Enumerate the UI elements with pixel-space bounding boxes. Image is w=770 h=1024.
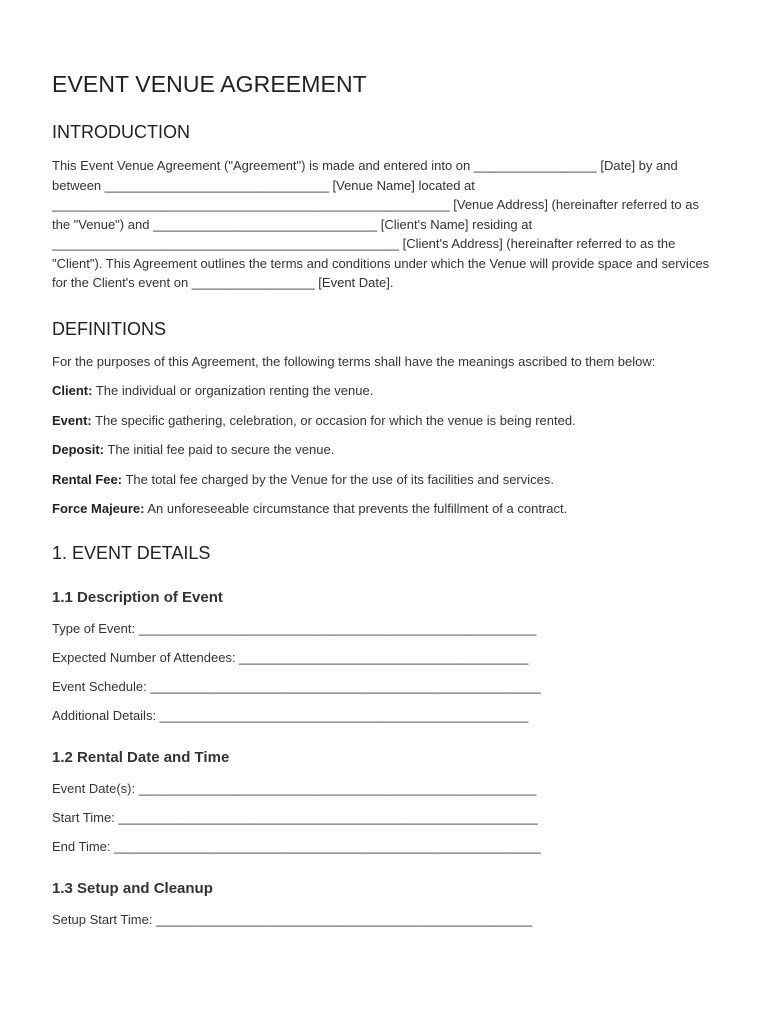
definition-text: The individual or organization renting the venue. bbox=[92, 383, 374, 398]
event-details-heading: 1. EVENT DETAILS bbox=[52, 542, 211, 563]
definitions-heading: DEFINITIONS bbox=[52, 318, 167, 339]
event-dates-field[interactable]: Event Date(s): _______________________________________________________ bbox=[52, 780, 537, 796]
rental-date-time-heading: 1.2 Rental Date and Time bbox=[52, 748, 230, 766]
definition-term: Rental Fee: bbox=[52, 471, 123, 487]
setup-start-time-field[interactable]: Setup Start Time: ____________________________________________________ bbox=[52, 911, 533, 927]
introduction-heading: INTRODUCTION bbox=[52, 122, 190, 142]
definition-term: Client: bbox=[52, 383, 93, 398]
definition-term: Force Majeure: bbox=[52, 501, 145, 516]
definition-text: The total fee charged by the Venue for the use of its facilities and services. bbox=[122, 471, 554, 487]
document-title: EVENT VENUE AGREEMENT bbox=[52, 71, 367, 97]
definition-text: The initial fee paid to secure the venue. bbox=[104, 442, 335, 457]
expected-attendees-field[interactable]: Expected Number of Attendees: ________________________________________ bbox=[52, 649, 529, 665]
definition-term: Event: bbox=[52, 412, 92, 428]
description-of-event-heading: 1.1 Description of Event bbox=[52, 588, 223, 606]
type-of-event-field[interactable]: Type of Event: _______________________________________________________ bbox=[52, 620, 537, 636]
end-time-field[interactable]: End Time: ___________________________________________________________ bbox=[52, 838, 541, 854]
event-schedule-field[interactable]: Event Schedule: ______________________________________________________ bbox=[52, 678, 541, 694]
definition-force-majeure bbox=[52, 499, 718, 519]
definition-term: Deposit: bbox=[52, 442, 104, 457]
setup-cleanup-heading: 1.3 Setup and Cleanup bbox=[52, 879, 213, 897]
definition-deposit bbox=[52, 440, 718, 460]
definition-client bbox=[52, 381, 718, 401]
definition-text: The specific gathering, celebration, or occasion for which the venue is being rented. bbox=[91, 412, 576, 428]
definition-event bbox=[52, 411, 718, 431]
start-time-field[interactable]: Start Time: __________________________________________________________ bbox=[52, 809, 538, 825]
additional-details-field[interactable]: Additional Details: ___________________________________________________ bbox=[52, 707, 529, 723]
definition-rental-fee bbox=[52, 470, 718, 490]
definition-text: An unforeseeable circumstance that prevents the fulfillment of a contract. bbox=[144, 501, 568, 516]
definitions-intro: For the purposes of this Agreement, the following terms shall have the meanings ascribed to them below: bbox=[52, 353, 656, 369]
introduction-body: This Event Venue Agreement ("Agreement") is made and entered into on _________________ [Date] by and between _______________________________ [Venue Name] located at _______________________________________________________ [Venue Address] (hereinafter referred to as the "Venue") and _______________________________ [Client's Name] residing at ________________________________________________ [Client's Address] (hereinafter referred to as the "Client"). This Agreement outlines the terms and conditions under which the Venue will provide space and services for the Client's event on _________________ [Event Date]. bbox=[52, 158, 710, 290]
